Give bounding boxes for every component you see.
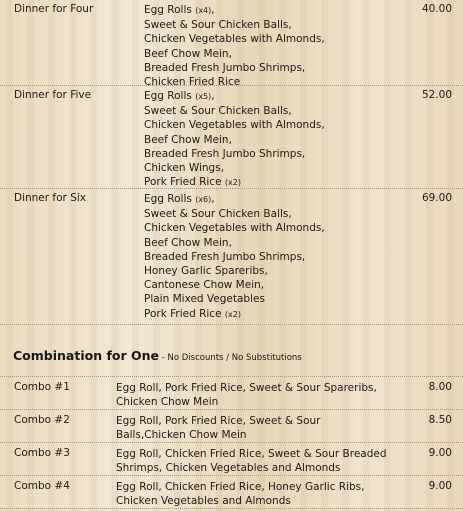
dinner-item: Pork Fried Rice (x2) — [144, 176, 241, 189]
combo-row — [0, 377, 463, 410]
combo-items — [116, 480, 406, 508]
section-title: Combination for One — [13, 348, 159, 363]
dinner-item: Egg Rolls (x5), — [144, 90, 215, 102]
dinner-items — [144, 89, 325, 190]
dinner-items — [144, 192, 325, 322]
combo-table — [0, 376, 463, 509]
combo-row — [0, 476, 463, 509]
dinner-item: Breaded Fresh Jumbo Shrimps, — [144, 147, 306, 160]
combo-name: Combo #4 — [14, 480, 70, 492]
dinner-name: Dinner for Five — [14, 89, 92, 101]
dinner-item: Sweet & Sour Chicken Balls, — [144, 105, 292, 118]
combo-name: Combo #2 — [14, 414, 70, 426]
combo-items — [116, 381, 406, 409]
combo-line: Egg Roll, Chicken Fried Rice, Honey Garlic Ribs, — [116, 481, 365, 493]
combo-name: Combo #1 — [14, 381, 70, 393]
combo-items — [116, 447, 406, 475]
dinner-name: Dinner for Six — [14, 192, 86, 204]
combo-line: Egg Roll, Pork Fried Rice, Sweet & Sour Spareribs, — [116, 382, 377, 394]
dinner-item: Beef Chow Mein, — [144, 133, 232, 146]
combo-price: 8.00 — [428, 381, 452, 393]
dinner-item: Chicken Vegetables with Almonds, — [144, 119, 325, 132]
dinner-row — [0, 0, 463, 89]
combo-price: 8.50 — [428, 414, 452, 426]
combo-items — [116, 414, 406, 442]
dinner-item: Breaded Fresh Jumbo Shrimps, — [144, 250, 306, 263]
dinner-item: Breaded Fresh Jumbo Shrimps, — [144, 61, 306, 74]
combo-name: Combo #3 — [14, 447, 70, 459]
dinner-item: Cantonese Chow Mein, — [144, 279, 265, 292]
dinner-item: Chicken Vegetables with Almonds, — [144, 33, 325, 46]
dinner-item: Egg Rolls (x4), — [144, 4, 215, 16]
dinner-price: 52.00 — [421, 89, 452, 101]
dinner-item: Egg Rolls (x6), — [144, 193, 215, 205]
combo-line: Balls,Chicken Chow Mein — [116, 429, 247, 442]
dinner-item: Plain Mixed Vegetables — [144, 293, 265, 306]
dinner-item: Sweet & Sour Chicken Balls, — [144, 208, 292, 221]
combo-line: Egg Roll, Chicken Fried Rice, Sweet & Sour Breaded — [116, 448, 387, 460]
dinner-item: Pork Fried Rice (x2) — [144, 307, 241, 320]
dinner-item: Chicken Wings, — [144, 162, 225, 175]
dinner-row — [0, 189, 463, 325]
dinner-items — [144, 3, 325, 89]
combo-price: 9.00 — [428, 480, 452, 492]
dinner-item: Sweet & Sour Chicken Balls, — [144, 19, 292, 32]
combo-row — [0, 443, 463, 476]
dinner-item: Chicken Vegetables with Almonds, — [144, 222, 325, 235]
section-note: - No Discounts / No Substitutions — [159, 353, 302, 363]
dinner-price: 40.00 — [421, 3, 452, 15]
dinner-item: Chicken Fried Rice — [144, 76, 241, 89]
dinner-item: Beef Chow Mein, — [144, 47, 232, 60]
combo-row — [0, 410, 463, 443]
combo-line: Chicken Vegetables and Almonds — [116, 495, 291, 508]
dinner-price: 69.00 — [421, 192, 452, 204]
combo-price: 9.00 — [428, 447, 452, 459]
combo-line: Shrimps, Chicken Vegetables and Almonds — [116, 462, 341, 475]
combo-line: Chicken Chow Mein — [116, 396, 219, 409]
dinner-item: Honey Garlic Spareribs, — [144, 265, 268, 278]
section-heading — [13, 348, 302, 363]
dinner-item: Beef Chow Mein, — [144, 236, 232, 249]
dinner-row — [0, 86, 463, 189]
combo-line: Egg Roll, Pork Fried Rice, Sweet & Sour — [116, 415, 321, 427]
dinner-name: Dinner for Four — [14, 3, 94, 15]
